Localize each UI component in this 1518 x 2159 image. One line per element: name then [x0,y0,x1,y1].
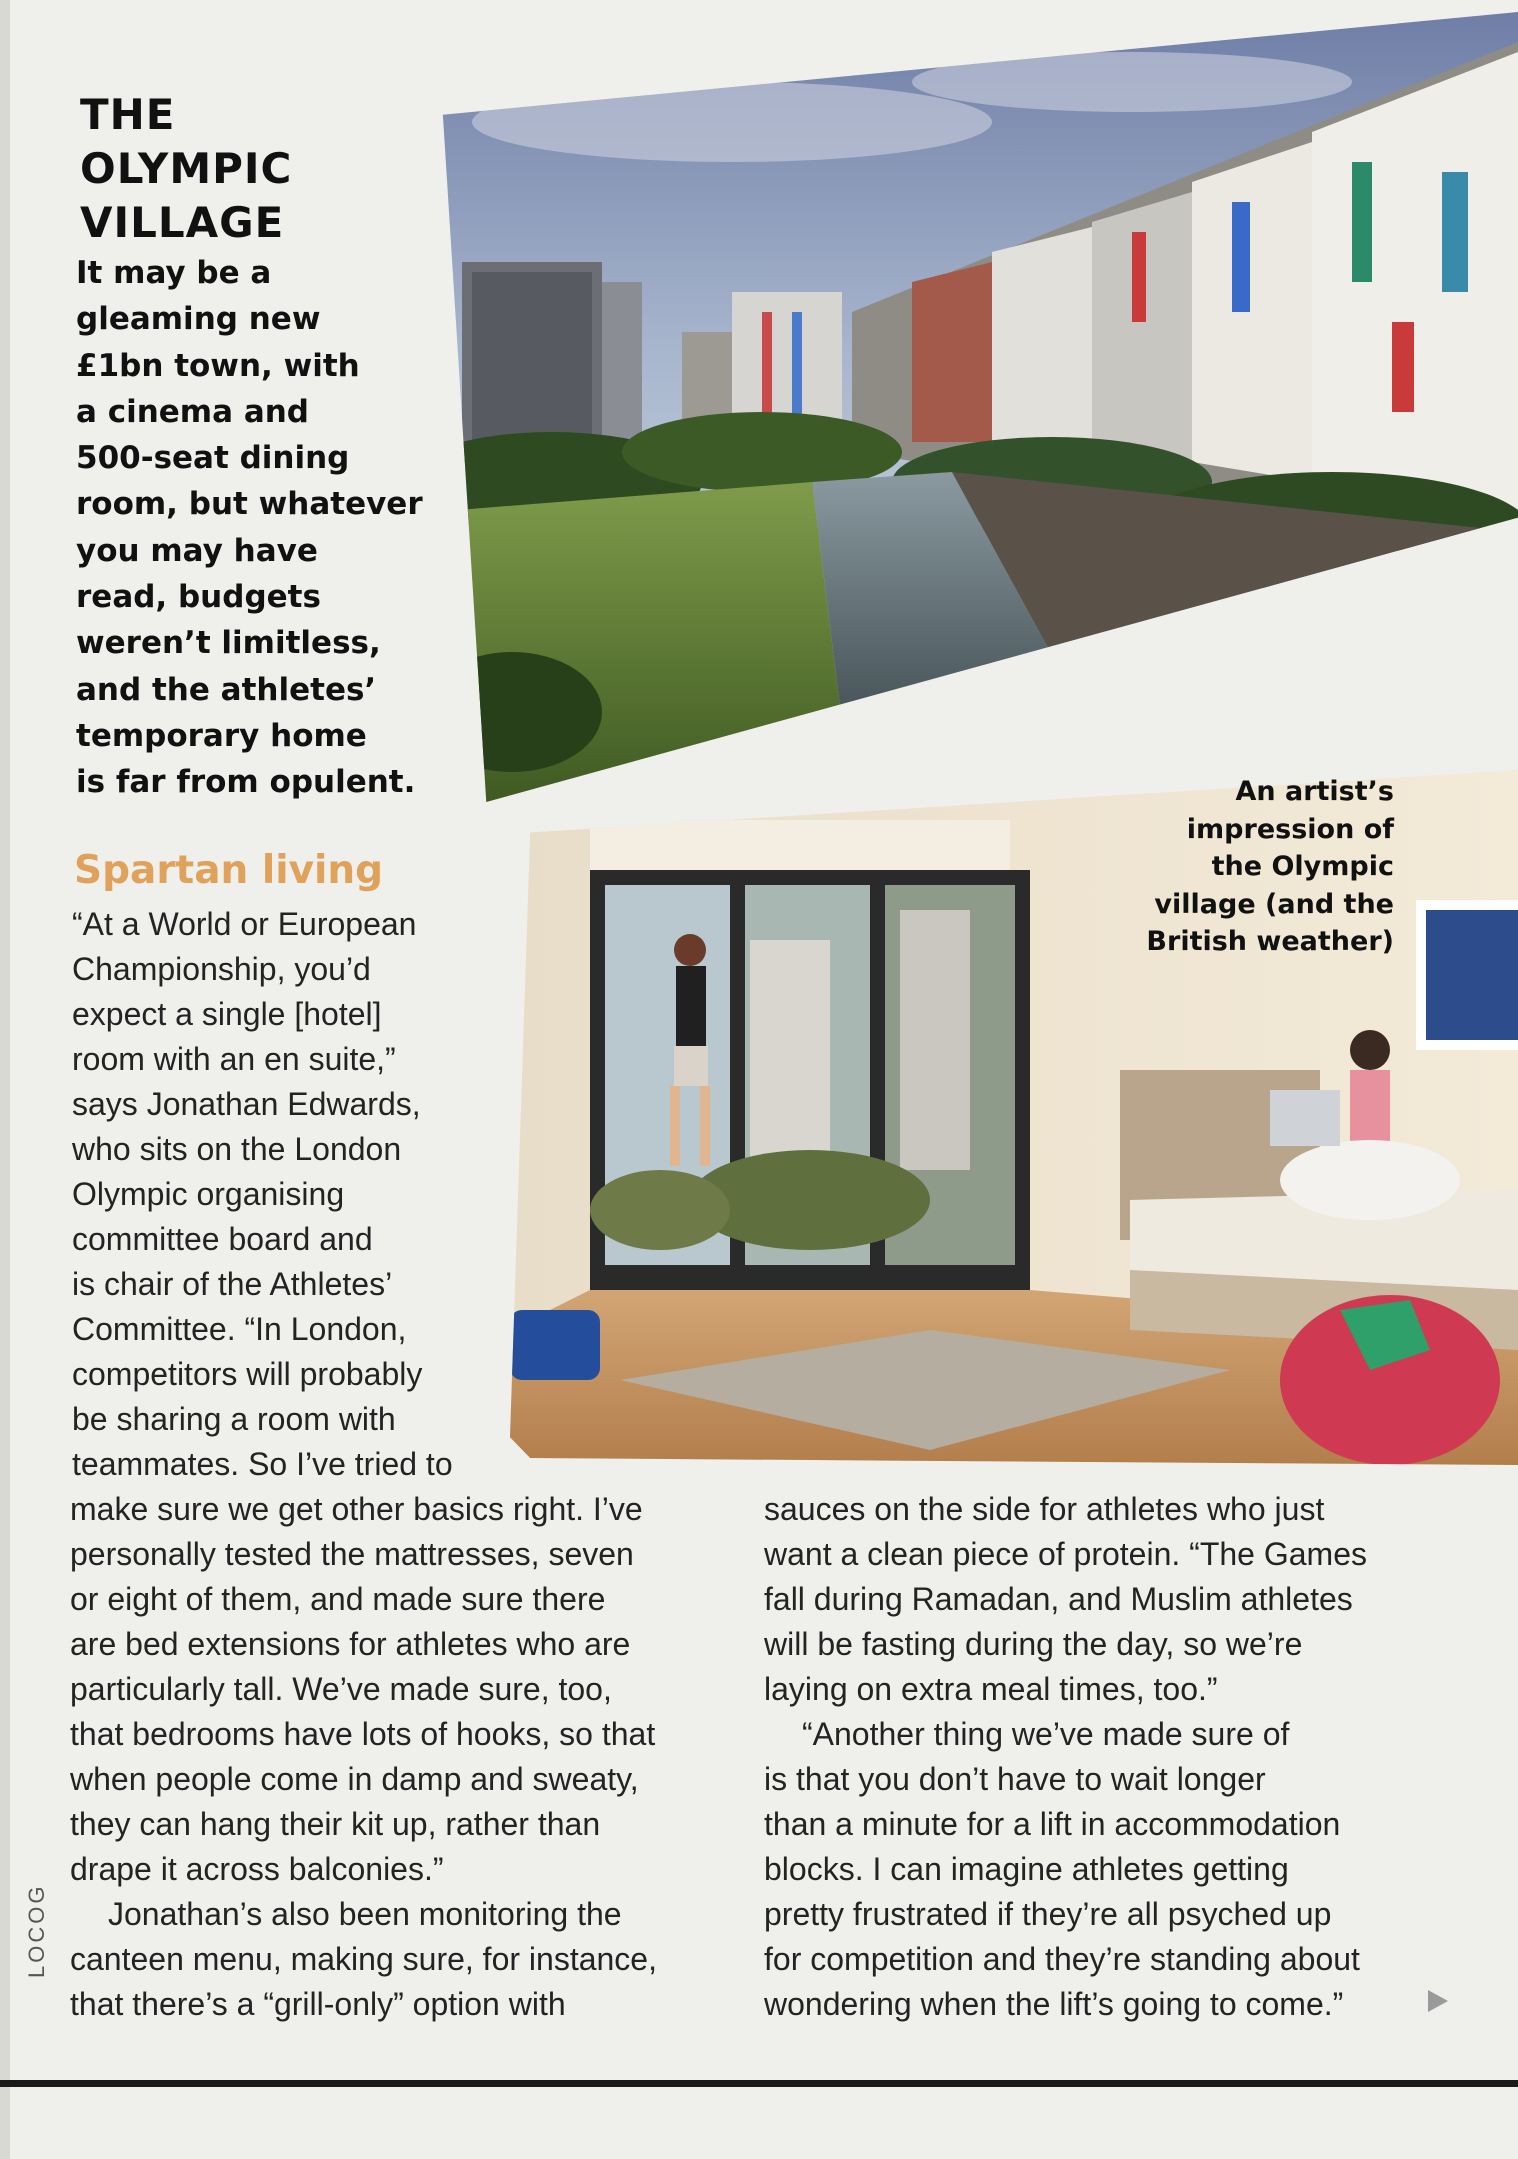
olympic-village-aerial-image [432,12,1518,802]
section-heading: Spartan living [74,848,384,893]
continue-arrow-icon [1428,1990,1448,2012]
photo-credit: LOCOG [24,1883,49,1978]
headline [80,88,440,250]
page-edge [0,0,10,2159]
image-caption: An artist’s impression of the Olympic village (and the British weather) [1146,776,1394,957]
headline-line: VILLAGE [80,198,285,247]
bottom-rule [0,2080,1518,2087]
body-column-1-top: “At a World or European Championship, you’d expect a single [hotel] room with an en suite,” says Jonathan Edwards, who sits on the London Olympic organising committee board and is chair of the Athletes’ Committee. “In London, competitors will probably be sharing a room with teammates. So I’ve tried to [72,906,453,1482]
body-column-2: sauces on the side for athletes who just want a clean piece of protein. “The Games fall during Ramadan, and Muslim athletes will be fasting during the day, so we’re laying on extra meal times, too.” “Another thing we’ve made sure of is that you don’t have to wait longer than a minute for a lift in accommodation blocks. I can imagine athletes getting pretty frustrated if they’re all psyched up for competition and they’re standing about wondering when the lift’s going to come.” [764,1491,1367,2022]
headline-line: OLYMPIC [80,144,293,193]
headline-line: THE [80,90,176,139]
body-column-1-bottom: make sure we get other basics right. I’ve personally tested the mattresses, seven or eight of them, and made sure there are bed extensions for athletes who are particularly tall. We’ve made sure, too, that bedrooms have lots of hooks, so that when people come in damp and sweaty, they can hang their kit up, rather than drape it across balconies.” Jonathan’s also been monitoring the canteen menu, making sure, for instance, that there’s a “grill-only” option with [70,1491,657,2022]
intro-standfirst: It may be a gleaming new £1bn town, with a cinema and 500-seat dining room, but whatever you may have read, budgets weren’t limitless, and the athletes’ temporary home is far from opulent. [76,255,423,801]
